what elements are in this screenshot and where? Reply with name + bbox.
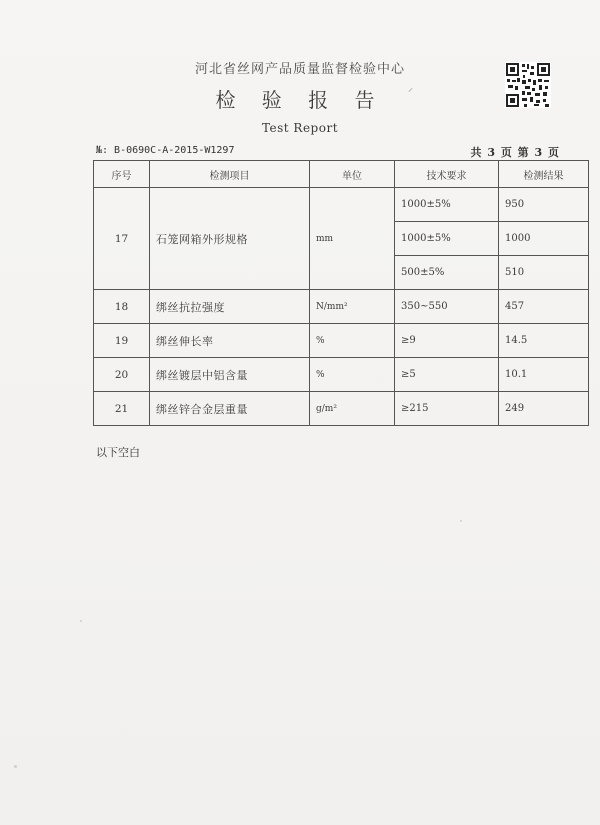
column-header-unit: 单位 [310, 161, 395, 188]
test-results-table [93, 160, 589, 426]
row-number: 19 [94, 324, 150, 358]
test-item: 石笼网箱外形规格 [150, 188, 310, 290]
requirement: ≥5 [395, 358, 499, 392]
row-number: 21 [94, 392, 150, 426]
row-number: 18 [94, 290, 150, 324]
result: 10.1 [499, 358, 589, 392]
requirement: 500±5% [395, 256, 499, 290]
table-row [94, 324, 589, 358]
result: 14.5 [499, 324, 589, 358]
test-item: 绑丝抗拉强度 [150, 290, 310, 324]
result: 457 [499, 290, 589, 324]
pen-mark: ⸝ [408, 83, 413, 94]
organization-name: 河北省丝网产品质量监督检验中心 [194, 62, 405, 77]
scan-speck [80, 620, 82, 622]
qr-code-icon [505, 62, 551, 108]
report-subtitle: Test Report [261, 121, 339, 135]
unit: % [310, 358, 395, 392]
table-row [94, 358, 589, 392]
blank-note: 以下空白 [96, 446, 140, 459]
scan-speck [460, 520, 462, 522]
row-number: 20 [94, 358, 150, 392]
report-number: №: B-0690C-A-2015-W1297 [96, 145, 235, 156]
result: 249 [499, 392, 589, 426]
column-header-requirement: 技术要求 [395, 161, 499, 188]
test-item: 绑丝伸长率 [150, 324, 310, 358]
report-title: 检 验 报 告 [215, 88, 385, 112]
test-item: 绑丝锌合金层重量 [150, 392, 310, 426]
table-row [94, 290, 589, 324]
requirement: ≥215 [395, 392, 499, 426]
result: 1000 [499, 222, 589, 256]
requirement: ≥9 [395, 324, 499, 358]
unit: g/m² [310, 392, 395, 426]
test-item: 绑丝镀层中铝含量 [150, 358, 310, 392]
page-count: 共 3 页 第 3 页 [470, 146, 560, 159]
table-row [94, 392, 589, 426]
requirement: 1000±5% [395, 188, 499, 222]
requirement: 1000±5% [395, 222, 499, 256]
requirement: 350~550 [395, 290, 499, 324]
table-row [94, 188, 589, 222]
column-header-no: 序号 [94, 161, 150, 188]
row-number: 17 [94, 188, 150, 290]
column-header-result: 检测结果 [499, 161, 589, 188]
unit: mm [310, 188, 395, 290]
result: 510 [499, 256, 589, 290]
scan-speck [14, 765, 17, 768]
table-header-row [94, 161, 589, 188]
column-header-item: 检测项目 [150, 161, 310, 188]
result: 950 [499, 188, 589, 222]
unit: % [310, 324, 395, 358]
unit: N/mm² [310, 290, 395, 324]
